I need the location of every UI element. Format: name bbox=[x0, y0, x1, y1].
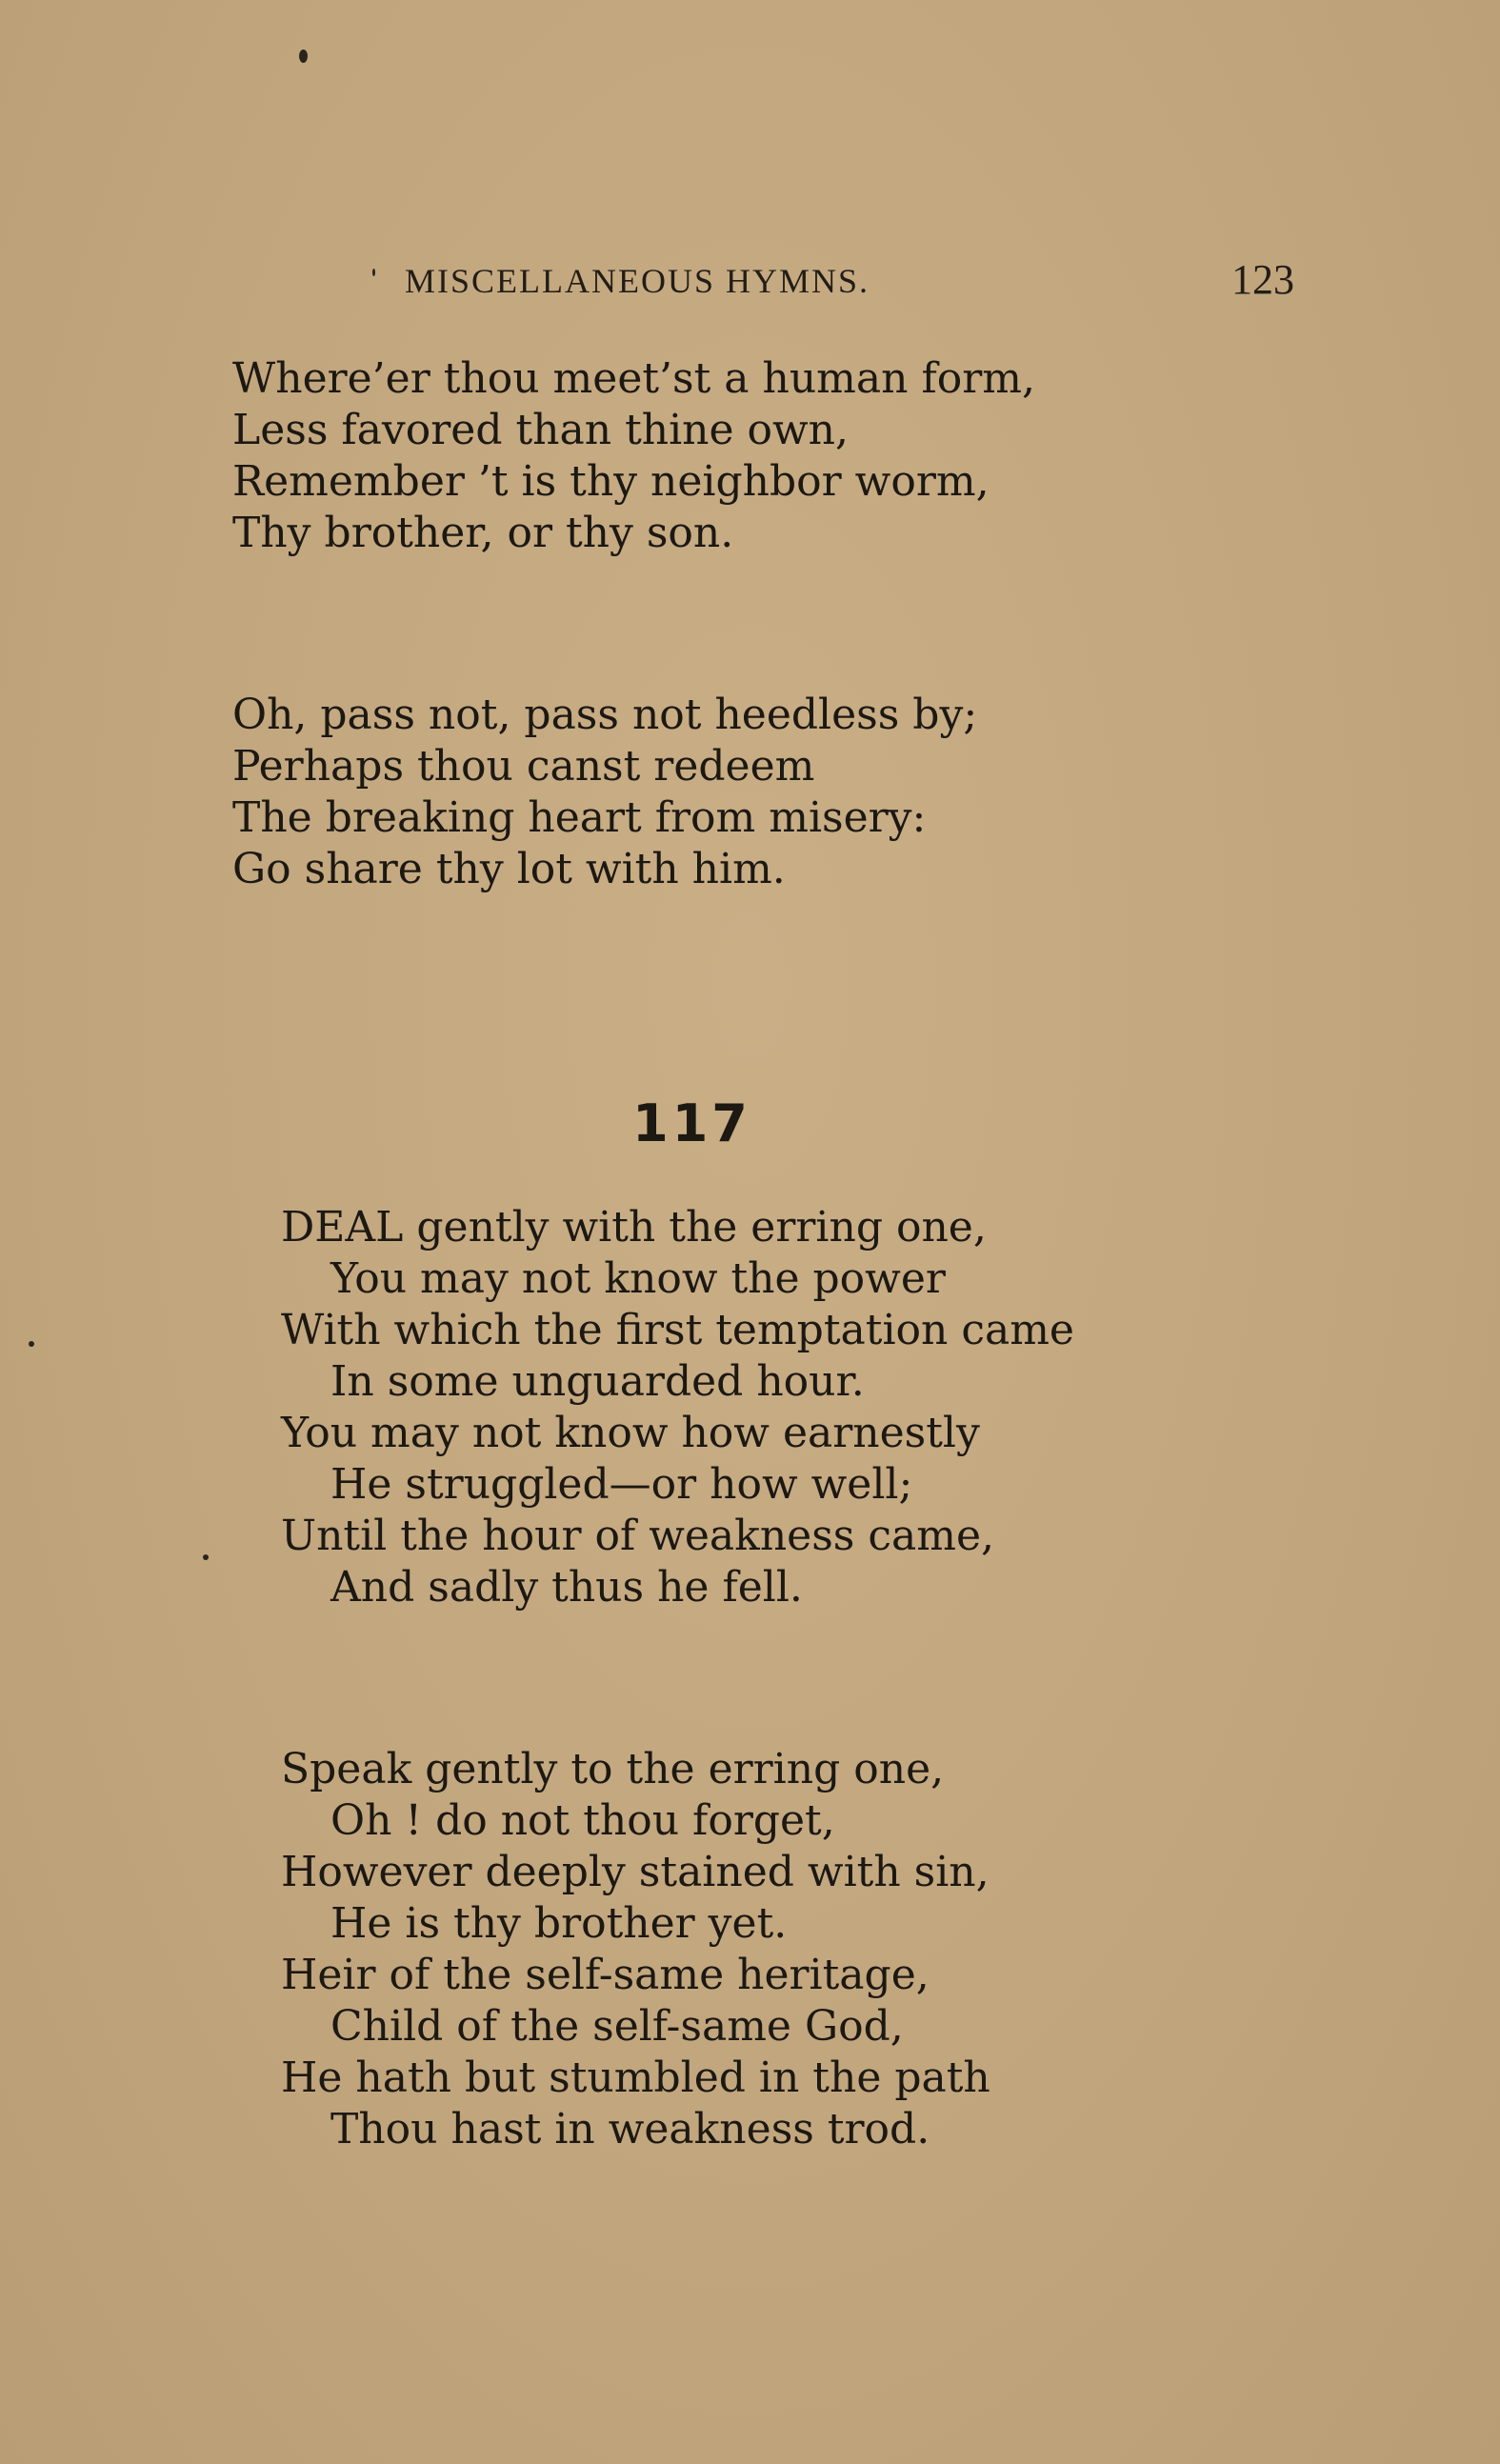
ink-speck bbox=[299, 50, 308, 63]
verse-line: Oh ! do not thou forget, bbox=[330, 1796, 835, 1845]
verse-line: He hath but stumbled in the path bbox=[281, 2053, 990, 2102]
verse-line: Oh, pass not, pass not heedless by; bbox=[232, 691, 978, 739]
page-header bbox=[0, 255, 1500, 303]
stanza bbox=[232, 353, 1035, 559]
verse-line: DEAL gently with the erring one, bbox=[281, 1203, 987, 1252]
verse-line: He is thy brother yet. bbox=[330, 1899, 788, 1948]
verse-line: Go share thy lot with him. bbox=[232, 845, 786, 893]
verse-line: Perhaps thou canst redeem bbox=[232, 742, 815, 791]
verse-line: In some unguarded hour. bbox=[330, 1357, 865, 1406]
ink-speck bbox=[29, 1341, 34, 1347]
verse-line: Less favored than thine own, bbox=[232, 406, 850, 454]
verse-line: Remember ’t is thy neighbor worm, bbox=[232, 457, 990, 506]
running-title: MISCELLANEOUS HYMNS. bbox=[405, 262, 870, 300]
stanza bbox=[281, 1744, 990, 2155]
verse-line: However deeply stained with sin, bbox=[281, 1848, 990, 1896]
verse-line: He struggled—or how well; bbox=[330, 1460, 913, 1509]
verse-line: You may not know how earnestly bbox=[281, 1409, 980, 1457]
stanza bbox=[281, 1202, 1074, 1613]
verse-line: Speak gently to the erring one, bbox=[281, 1745, 945, 1793]
ink-speck bbox=[203, 1554, 209, 1560]
verse-line: And sadly thus he fell. bbox=[330, 1563, 803, 1612]
verse-line: Heir of the self-same heritage, bbox=[281, 1951, 930, 1999]
verse-line: You may not know the power bbox=[330, 1254, 946, 1303]
verse-line: Thou hast in weakness trod. bbox=[330, 2105, 930, 2153]
verse-line: The breaking heart from misery: bbox=[232, 793, 927, 842]
page-number: 123 bbox=[1231, 256, 1294, 303]
hymn-number: 117 bbox=[632, 1093, 751, 1153]
verse-line: With which the first temptation came bbox=[281, 1306, 1074, 1354]
stanza bbox=[232, 690, 977, 895]
verse-line: Where’er thou meet’st a human form, bbox=[232, 354, 1035, 403]
verse-line: Child of the self-same God, bbox=[330, 2002, 904, 2051]
verse-line: Thy brother, or thy son. bbox=[232, 509, 734, 557]
verse-line: Until the hour of weakness came, bbox=[281, 1512, 994, 1560]
